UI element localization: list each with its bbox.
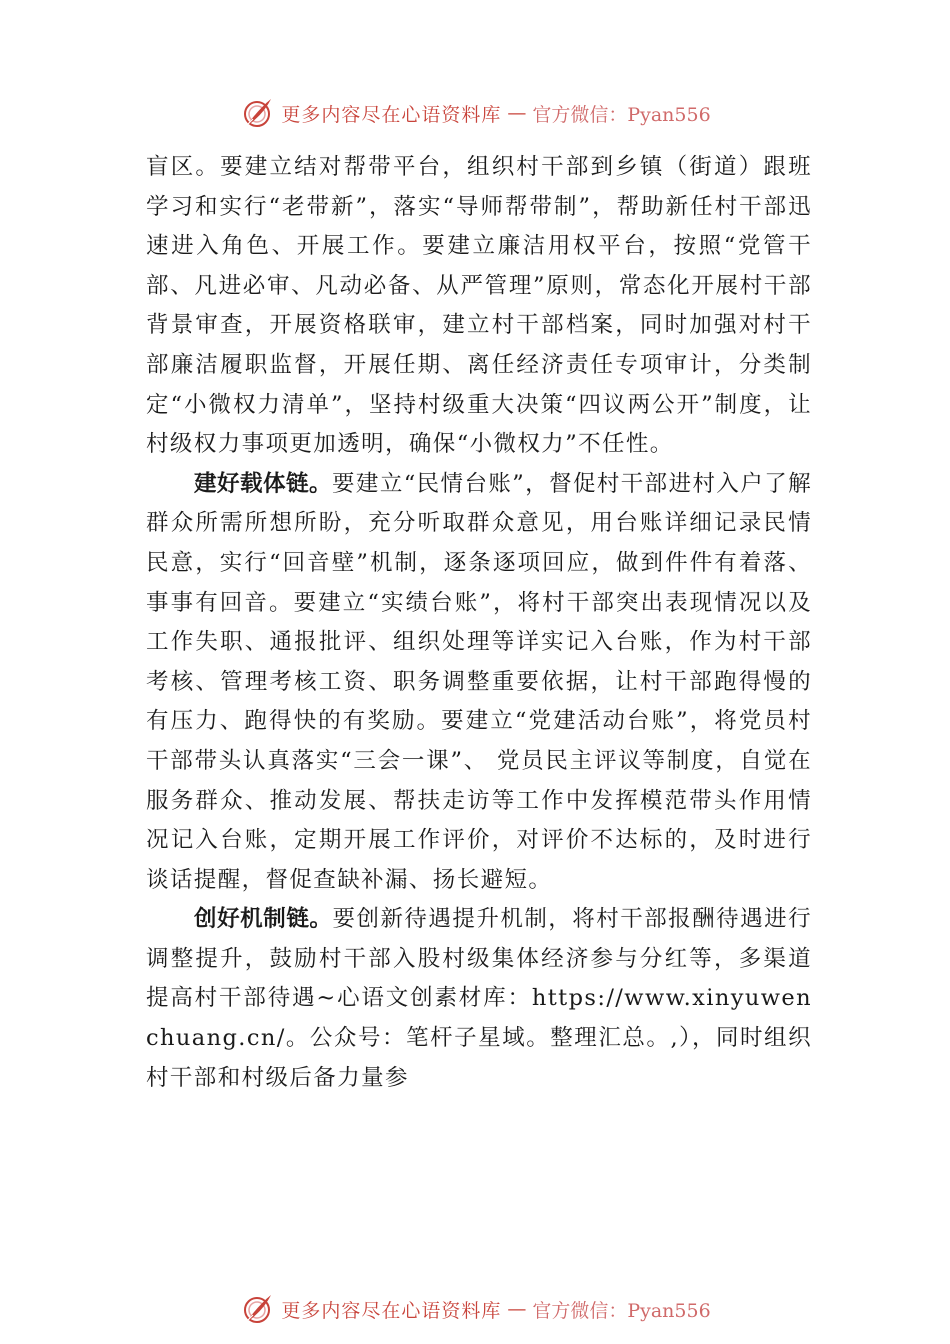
paragraph-3-lead: 创好机制链。 (194, 906, 333, 933)
header-banner (0, 93, 950, 133)
paragraph-1-body: 盲区。要建立结对帮带平台，组织村干部到乡镇（街道）跟班学习和实行“老带新”，落实“导师帮带制”，帮助新任村干部迅速进入角色、开展工作。要建立廉洁用权平台，按照“党管干部、凡进必审、凡动必备、从严管理”原则，常态化开展村干部背景审查，开展资格联审，建立村干部档案，同时加强对村干部廉洁履职监督，开展任期、离任经济责任专项审计，分类制定“小微权力清单”，坚持村级重大决策“四议两公开”制度，让村级权力事项更加透明，确保“小微权力”不任性。 (146, 154, 812, 458)
paragraph-3 (146, 900, 812, 1098)
paragraph-2-lead: 建好载体链。 (194, 470, 333, 497)
footer-banner (0, 1289, 950, 1329)
banner-text: 更多内容尽在心语资料库 (281, 1299, 502, 1322)
banner-separator: — (507, 102, 527, 124)
paragraph-2-body: 要建立“民情台账”，督促村干部进村入户了解群众所需所想所盼，充分听取群众意见，用台账详细记录民情民意，实行“回音壁”机制，逐条逐项回应，做到件件有着落、事事有回音。要建立“实绩台账”，将村干部突出表现情况以及工作失职、通报批评、组织处理等详实记入台账，作为村干部考核、管理考核工资、职务调整重要依据，让村干部跑得慢的有压力、跑得快的有奖励。要建立“党建活动台账”，将党员村干部带头认真落实“三会一课”、 党员民主评议等制度，自觉在服务群众、推动发展、帮扶走访等工作中发挥模范带头作用情况记入台账，定期开展工作评价，对评价不达标的，及时进行谈话提醒，督促查缺补漏、扬长避短。 (146, 470, 812, 893)
document-body (146, 148, 812, 1098)
quill-pen-logo-icon (239, 1291, 275, 1327)
banner-separator: — (507, 1298, 527, 1320)
banner-text: 更多内容尽在心语资料库 (281, 103, 502, 126)
paragraph-1 (146, 148, 812, 465)
banner-wechat: 官方微信：Pyan556 (532, 1299, 711, 1322)
paragraph-2 (146, 465, 812, 901)
paragraph-3-body: 要创新待遇提升机制，将村干部报酬待遇进行调整提升，鼓励村干部入股村级集体经济参与分红等，多渠道提高村干部待遇~心语文创素材库：https://www.xinyuwenchuang.cn/。公众号：笔杆子星域。整理汇总。,），同时组织村干部和村级后备力量参 (146, 906, 812, 1091)
quill-pen-logo-icon (239, 95, 275, 131)
banner-wechat: 官方微信：Pyan556 (532, 103, 711, 126)
